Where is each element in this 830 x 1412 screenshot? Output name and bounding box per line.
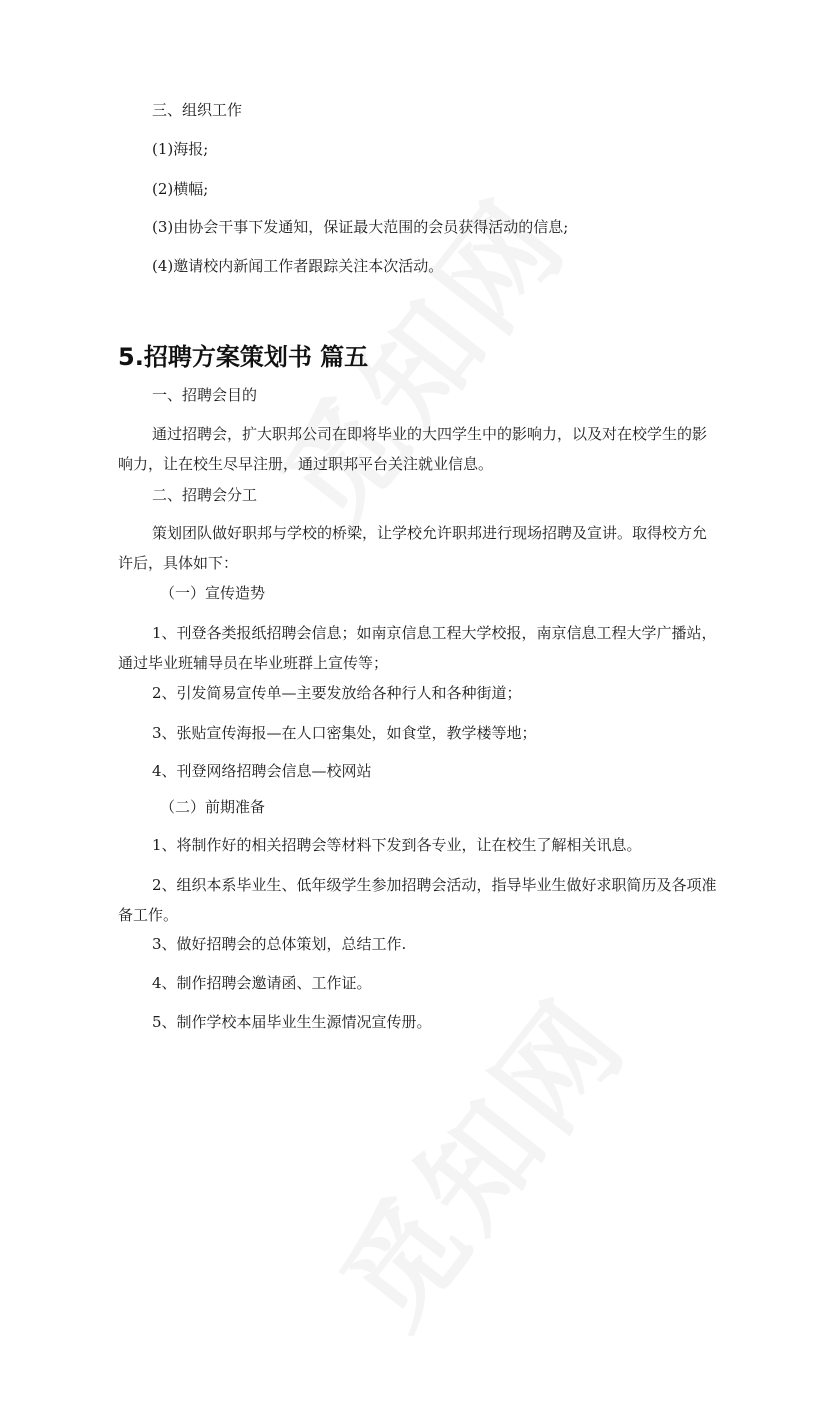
promo-title: （一）宣传造势 (160, 584, 266, 602)
org-item: (2)横幅; (152, 180, 209, 198)
org-section-title: 三、组织工作 (152, 101, 243, 119)
division-title: 二、招聘会分工 (152, 486, 258, 504)
prep-item: 2、组织本系毕业生、低年级学生参加招聘会活动，指导毕业生做好求职简历及各项准备工作。 (118, 876, 717, 924)
purpose-text: 通过招聘会，扩大职邦公司在即将毕业的大四学生中的影响力，以及对在校学生的影响力，让在校生尽早注册，通过职邦平台关注就业信息。 (118, 425, 708, 473)
division-text: 策划团队做好职邦与学校的桥梁，让学校允许职邦进行现场招聘及宣讲。取得校方允许后，具体如下： (118, 524, 708, 572)
org-item: (1)海报; (152, 140, 209, 158)
prep-item: 3、做好招聘会的总体策划，总结工作. (152, 935, 407, 953)
prep-title: （二）前期准备 (160, 798, 266, 816)
promo-item: 1、刊登各类报纸招聘会信息；如南京信息工程大学校报，南京信息工程大学广播站，通过毕业班辅导员在毕业班群上宣传等； (118, 624, 717, 672)
prep-item: 1、将制作好的相关招聘会等材料下发到各专业，让在校生了解相关讯息。 (152, 836, 642, 854)
promo-item: 3、张贴宣传海报—在人口密集处，如食堂，教学楼等地； (152, 724, 537, 742)
org-item: (3)由协会干事下发通知，保证最大范围的会员获得活动的信息; (152, 218, 569, 236)
section-heading: 5.招聘方案策划书 篇五 (118, 343, 369, 371)
watermark-logo-bottom (297, 968, 724, 1412)
prep-item: 4、制作招聘会邀请函、工作证。 (152, 974, 372, 992)
prep-item: 5、制作学校本届毕业生生源情况宣传册。 (152, 1013, 432, 1031)
purpose-title: 一、招聘会目的 (152, 386, 258, 404)
org-item: (4)邀请校内新闻工作者跟踪关注本次活动。 (152, 257, 444, 275)
promo-item: 2、引发简易宣传单—主要发放给各种行人和各种街道； (152, 684, 522, 702)
promo-item: 4、刊登网络招聘会信息—校网站 (152, 762, 372, 780)
